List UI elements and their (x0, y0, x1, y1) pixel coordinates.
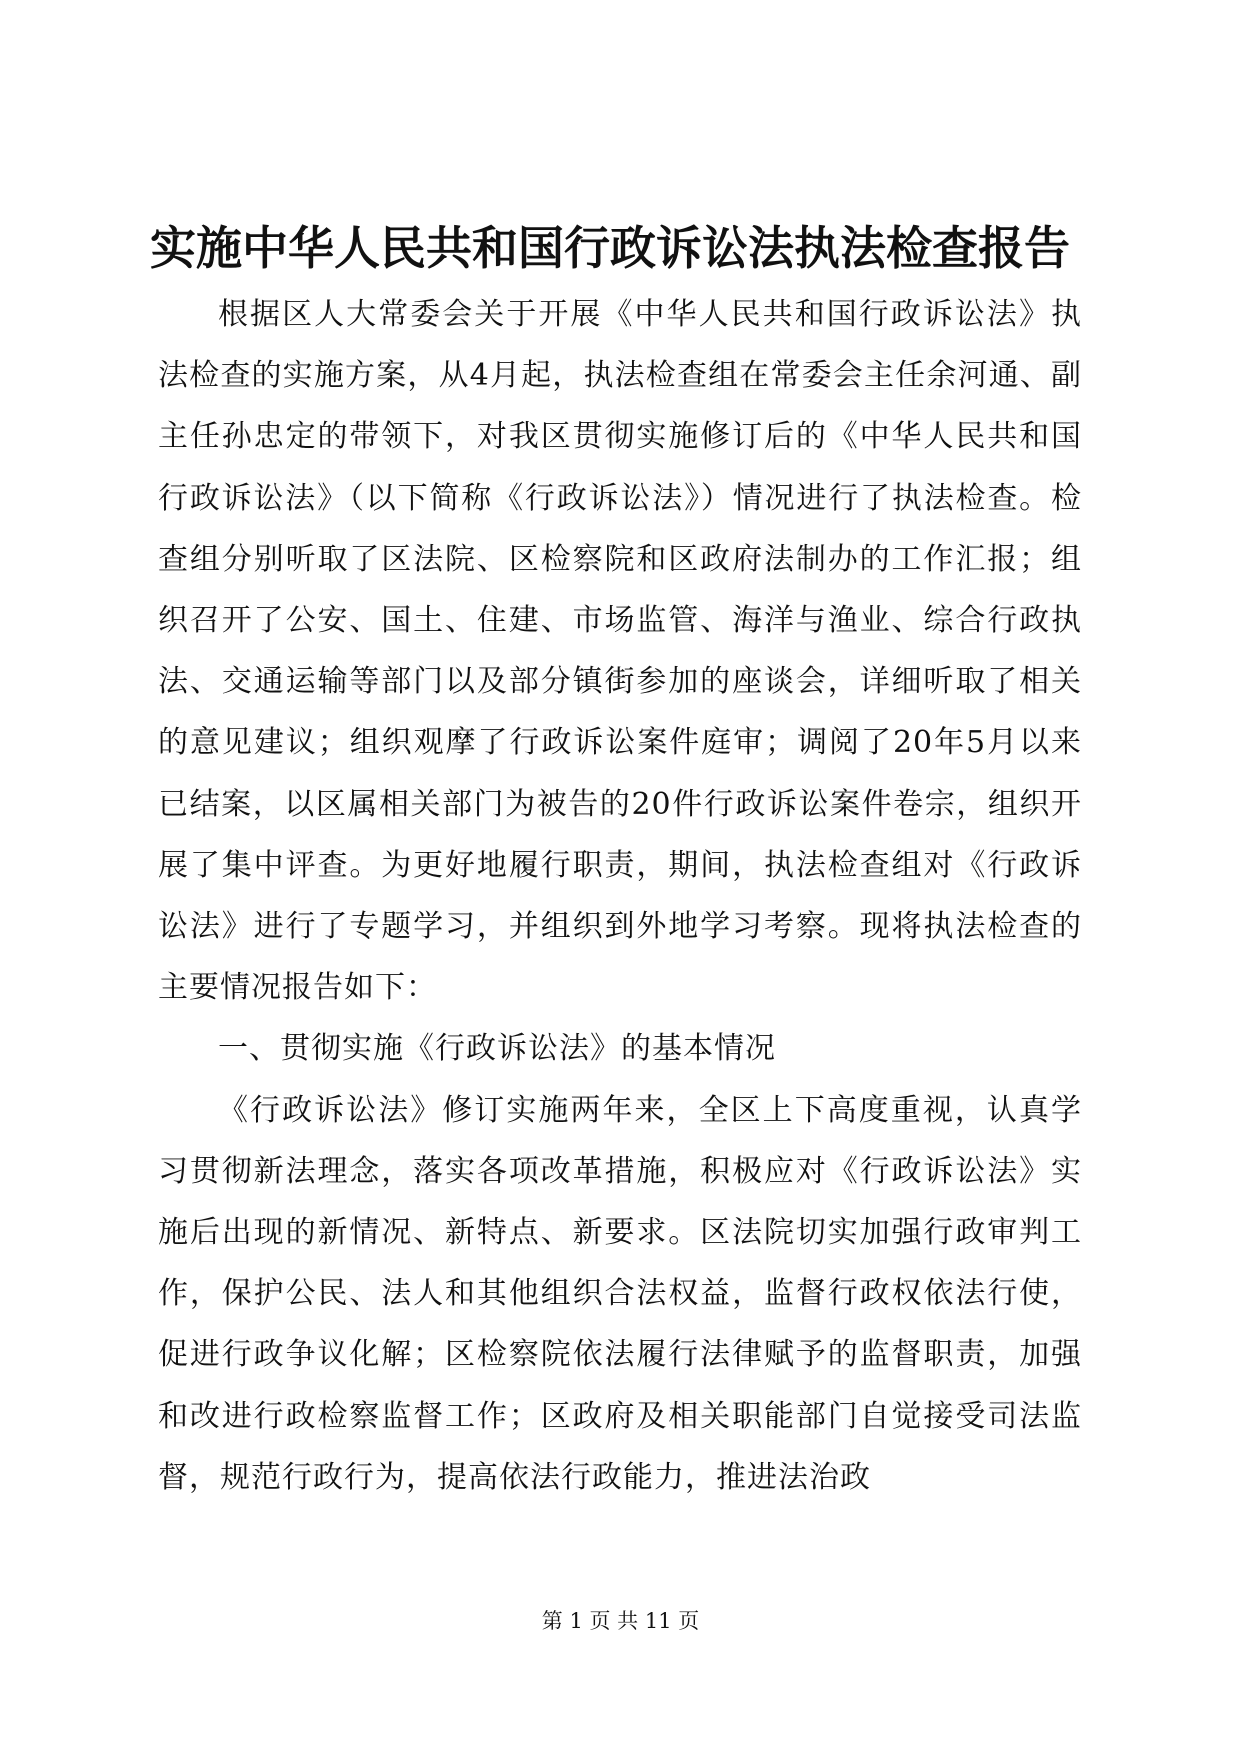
document-title: 实施中华人民共和国行政诉讼法执法检查报告 (150, 221, 1070, 275)
section-heading: 一、贯彻实施《行政诉讼法》的基本情况 (218, 1031, 776, 1067)
page-footer: 第 1 页 共 11 页 (541, 1609, 700, 1633)
section-paragraph: 《行政诉讼法》修订实施两年来，全区上下高度重视，认真学习贯彻新法理念，落实各项改革措施，积极应对《行政诉讼法》实施后出现的新情况、新特点、新要求。区法院切实加强行政审判工作，保护公民、法人和其他组织合法权益，监督行政权依法行使，促进行政争议化解；区检察院依法履行法律赋予的监督职责，加强和改进行政检察监督工作；区政府及相关职能部门自觉接受司法监督，规范行政行为，提高依法行政能力，推进法治政 (158, 1092, 1082, 1495)
document-body (158, 284, 1082, 1508)
intro-paragraph: 根据区人大常委会关于开展《中华人民共和国行政诉讼法》执法检查的实施方案，从4月起，执法检查组在常委会主任余河通、副主任孙忠定的带领下，对我区贯彻实施修订后的《中华人民共和国行政诉讼法》（以下简称《行政诉讼法》）情况进行了执法检查。检查组分别听取了区法院、区检察院和区政府法制办的工作汇报；组织召开了公安、国土、住建、市场监管、海洋与渔业、综合行政执法、交通运输等部门以及部分镇街参加的座谈会，详细听取了相关的意见建议；组织观摩了行政诉讼案件庭审；调阅了20年5月以来已结案，以区属相关部门为被告的20件行政诉讼案件卷宗，组织开展了集中评查。为更好地履行职责，期间，执法检查组对《行政诉讼法》进行了专题学习，并组织到外地学习考察。现将执法检查的主要情况报告如下： (158, 297, 1082, 1006)
